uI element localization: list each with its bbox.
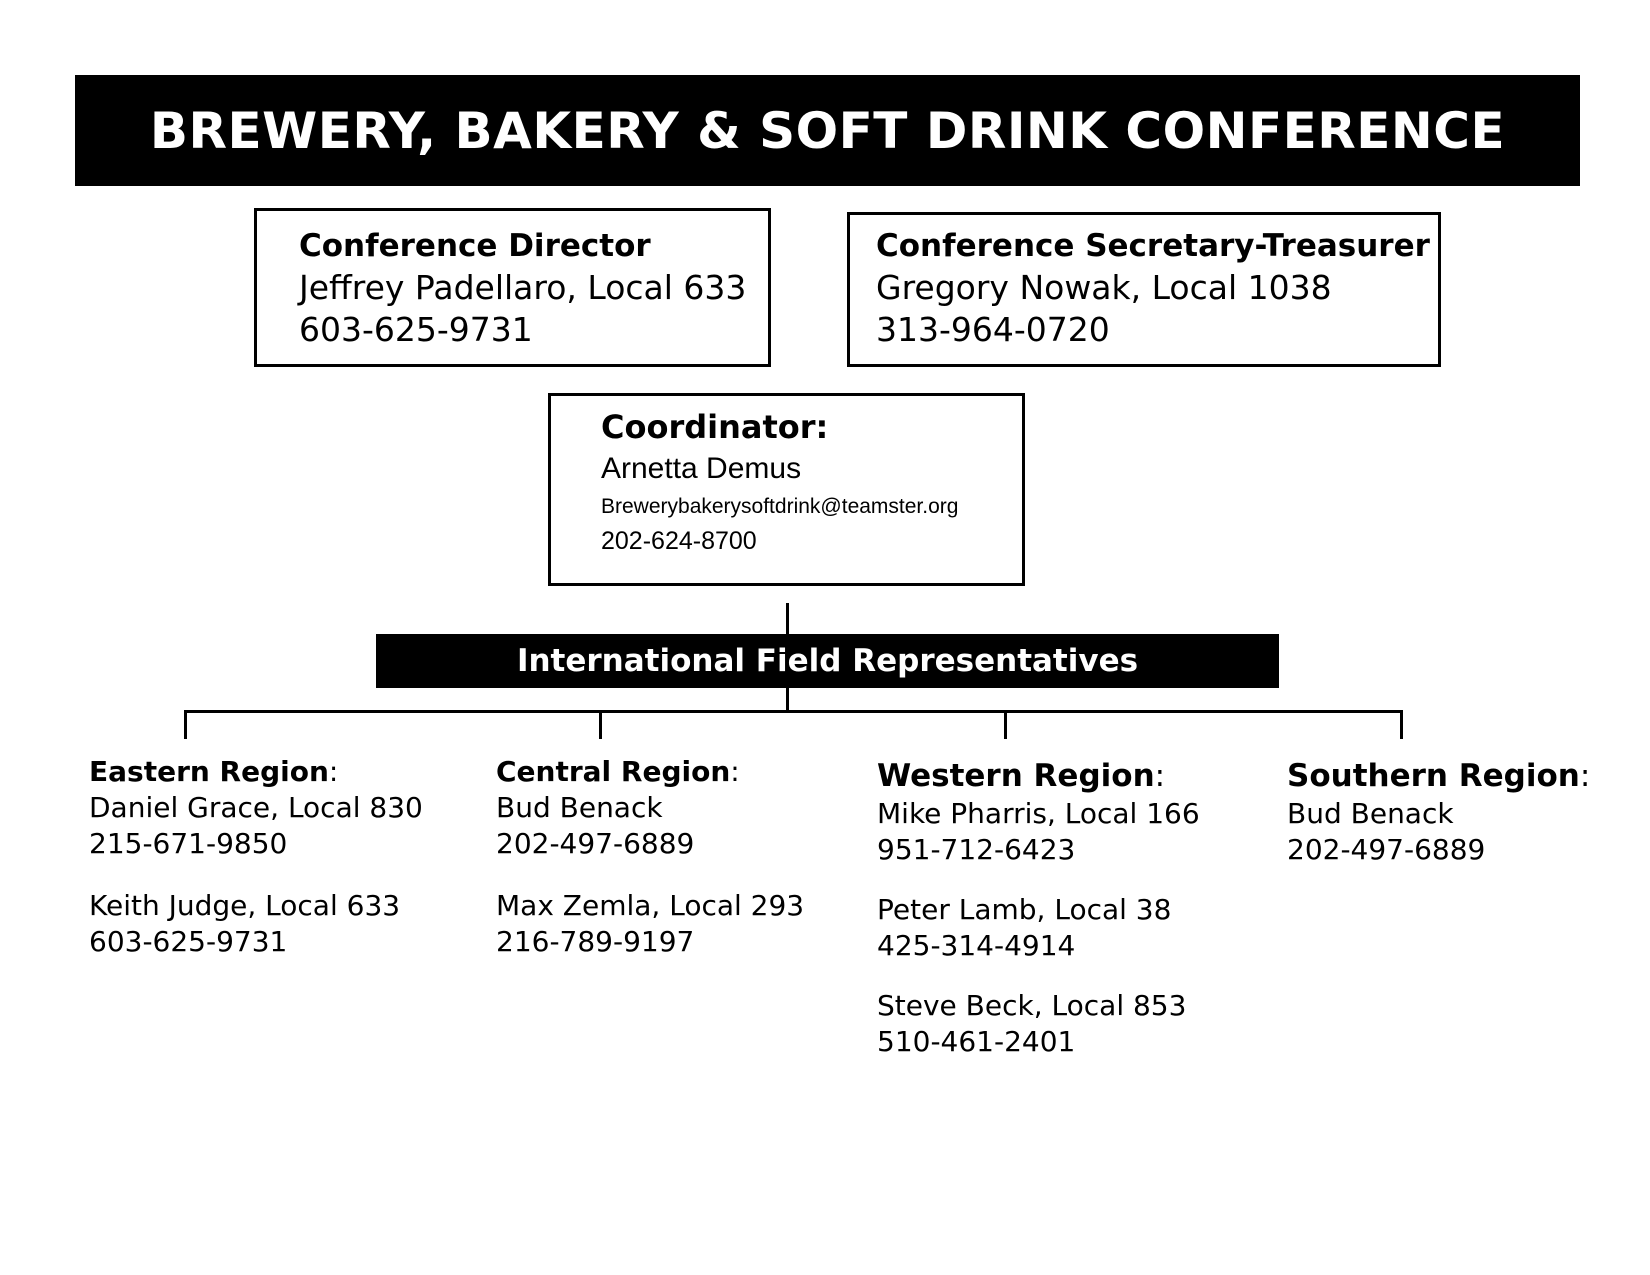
connector-eastern xyxy=(184,710,187,739)
rep-name: Daniel Grace, Local 830 xyxy=(89,791,423,824)
rep-name: Keith Judge, Local 633 xyxy=(89,889,401,922)
connector-horizontal xyxy=(184,710,1403,713)
field-reps-bar: International Field Representatives xyxy=(376,634,1279,688)
coordinator-email[interactable]: Brewerybakerysoftdrink@teamster.org xyxy=(601,495,959,518)
rep-phone: 202-497-6889 xyxy=(496,827,695,860)
connector-western xyxy=(1004,710,1007,739)
rep-entry xyxy=(496,790,804,862)
secretary-phone: 313-964-0720 xyxy=(876,310,1110,349)
rep-entry xyxy=(89,888,423,960)
rep-name: Mike Pharris, Local 166 xyxy=(877,797,1200,830)
eastern-region xyxy=(89,754,423,986)
rep-phone: 510-461-2401 xyxy=(877,1025,1076,1058)
rep-entry xyxy=(877,796,1200,868)
coordinator-box xyxy=(548,393,1025,586)
coordinator-name: Arnetta Demus xyxy=(601,452,802,485)
coordinator-phone: 202-624-8700 xyxy=(601,527,757,555)
secretary-name: Gregory Nowak, Local 1038 xyxy=(876,268,1332,307)
western-region xyxy=(877,756,1200,1084)
rep-phone: 202-497-6889 xyxy=(1287,833,1486,866)
rep-name: Peter Lamb, Local 38 xyxy=(877,893,1172,926)
rep-entry xyxy=(496,888,804,960)
rep-entry xyxy=(877,988,1200,1060)
secretary-heading: Conference Secretary-Treasurer xyxy=(876,228,1430,264)
rep-name: Max Zemla, Local 293 xyxy=(496,889,805,922)
region-title: Eastern Region: xyxy=(89,755,339,788)
connector-southern xyxy=(1400,710,1403,739)
central-region xyxy=(496,754,804,986)
rep-phone: 603-625-9731 xyxy=(89,925,288,958)
rep-name: Steve Beck, Local 853 xyxy=(877,989,1187,1022)
southern-region xyxy=(1287,756,1590,894)
rep-phone: 216-789-9197 xyxy=(496,925,695,958)
connector-coordinator-to-ifr xyxy=(786,603,789,634)
rep-phone: 951-712-6423 xyxy=(877,833,1076,866)
region-title: Western Region: xyxy=(877,758,1166,794)
rep-phone: 425-314-4914 xyxy=(877,929,1076,962)
director-name: Jeffrey Padellaro, Local 633 xyxy=(299,268,747,307)
region-title: Southern Region: xyxy=(1287,758,1591,794)
connector-central xyxy=(599,710,602,739)
conference-title: BREWERY, BAKERY & SOFT DRINK CONFERENCE xyxy=(75,75,1580,186)
coordinator-heading: Coordinator: xyxy=(601,408,829,446)
director-phone: 603-625-9731 xyxy=(299,310,533,349)
rep-entry xyxy=(1287,796,1590,868)
rep-name: Bud Benack xyxy=(496,791,663,824)
director-box xyxy=(254,208,771,367)
secretary-box xyxy=(847,212,1441,367)
region-title: Central Region: xyxy=(496,755,740,788)
rep-name: Bud Benack xyxy=(1287,797,1454,830)
director-heading: Conference Director xyxy=(299,228,651,264)
rep-entry xyxy=(877,892,1200,964)
rep-entry xyxy=(89,790,423,862)
rep-phone: 215-671-9850 xyxy=(89,827,288,860)
connector-ifr-stem xyxy=(786,688,789,711)
